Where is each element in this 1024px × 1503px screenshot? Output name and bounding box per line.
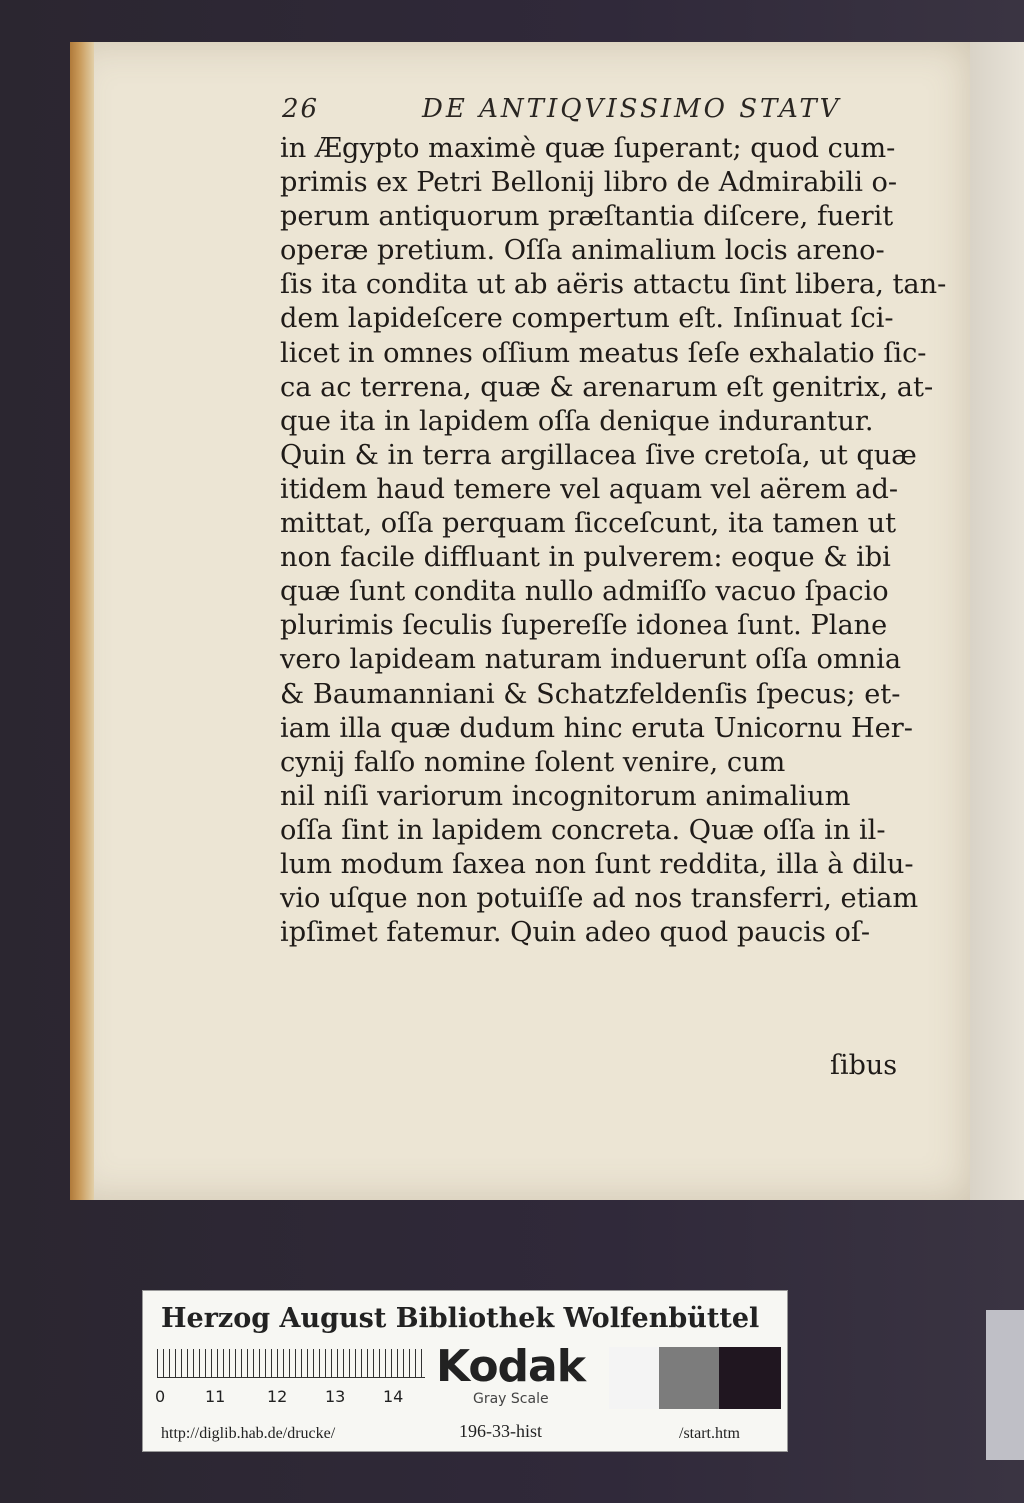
text-line: cynij falſo nomine ſolent venire, cum (280, 746, 786, 778)
gray-swatch-black (719, 1347, 781, 1409)
text-line: itidem haud temere vel aquam vel aërem ad- (280, 473, 899, 505)
text-line: iam illa quæ dudum hinc eruta Unicornu Her- (280, 712, 913, 744)
text-line: primis ex Petri Bellonij libro de Admirabili o- (280, 167, 898, 199)
text-line: quæ ſunt condita nullo admiſſo vacuo ſpacio (280, 576, 889, 608)
text-line: oſſa ſint in lapidem concreta. Quæ oſſa in il- (280, 814, 886, 846)
gray-scale-caption: Gray Scale (473, 1391, 549, 1407)
library-name: Herzog August Bibliothek Wolfenbüttel (161, 1303, 760, 1334)
text-line: in Ægypto maximè quæ ſuperant; quod cum- (280, 133, 896, 164)
gray-swatch-mid (659, 1347, 719, 1409)
page-fore-edge (70, 42, 94, 1200)
text-line: licet in omnes oſſium meatus ſeſe exhalatio ſic- (280, 337, 927, 369)
text-line: vero lapideam naturam induerunt oſſa omnia (280, 644, 902, 676)
facing-page-edge (968, 42, 1024, 1200)
url-suffix: /start.htm (679, 1425, 740, 1442)
text-line: nil niſi variorum incognitorum animalium (280, 780, 851, 812)
text-line: ca ac terrena, quæ & arenarum eſt genitrix, at- (280, 371, 934, 403)
text-line: Quin & in terra argillacea ſive cretoſa, ut quæ (280, 439, 917, 471)
paper-slip (986, 1310, 1024, 1460)
text-line: & Baumanniani & Schatzfeldenſis ſpecus; et- (280, 678, 901, 710)
text-line: perum antiquorum præſtantia diſcere, fuerit (280, 201, 894, 233)
text-line: operæ pretium. Oſſa animalium locis areno- (280, 235, 885, 267)
catchword: ſibus (830, 1050, 898, 1081)
ruler-numbers (155, 1387, 425, 1407)
ruler-number: 13 (325, 1387, 346, 1406)
text-line: non facile diffluant in pulverem: eoque & ibi (280, 542, 891, 574)
body-text (280, 132, 947, 950)
measurement-ruler (157, 1349, 425, 1378)
text-line: dem lapideſcere compertum eſt. Inſinuat ſci- (280, 303, 894, 335)
ruler-number: 11 (205, 1387, 226, 1406)
ruler-number: 0 (155, 1387, 166, 1406)
page-number: 26 (282, 94, 320, 124)
ruler-number: 14 (383, 1387, 404, 1406)
library-color-card (142, 1290, 788, 1452)
text-line: ipſimet fatemur. Quin adeo quod paucis oſ- (280, 917, 871, 949)
ruler-number: 12 (267, 1387, 288, 1406)
kodak-logo: Kodak (436, 1341, 585, 1392)
running-head (282, 94, 922, 134)
text-line: mittat, oſſa perquam ſicceſcunt, ita tamen ut (280, 508, 897, 540)
text-line: ſis ita condita ut ab aëris attactu ſint libera, tan- (280, 269, 947, 301)
text-line: vio uſque non potuiſſe ad nos transferri, etiam (280, 883, 919, 915)
running-title: DE ANTIQVISSIMO STATV (422, 94, 842, 124)
gray-swatch-white (609, 1347, 659, 1409)
text-line: plurimis ſeculis ſupereſſe idonea ſunt. Plane (280, 610, 888, 642)
text-line: que ita in lapidem oſſa denique indurantur. (280, 405, 874, 437)
text-line: lum modum ſaxea non ſunt reddita, illa à dilu- (280, 848, 914, 880)
url-prefix: http://diglib.hab.de/drucke/ (161, 1425, 336, 1442)
shelfmark: 196-33-hist (459, 1421, 542, 1441)
